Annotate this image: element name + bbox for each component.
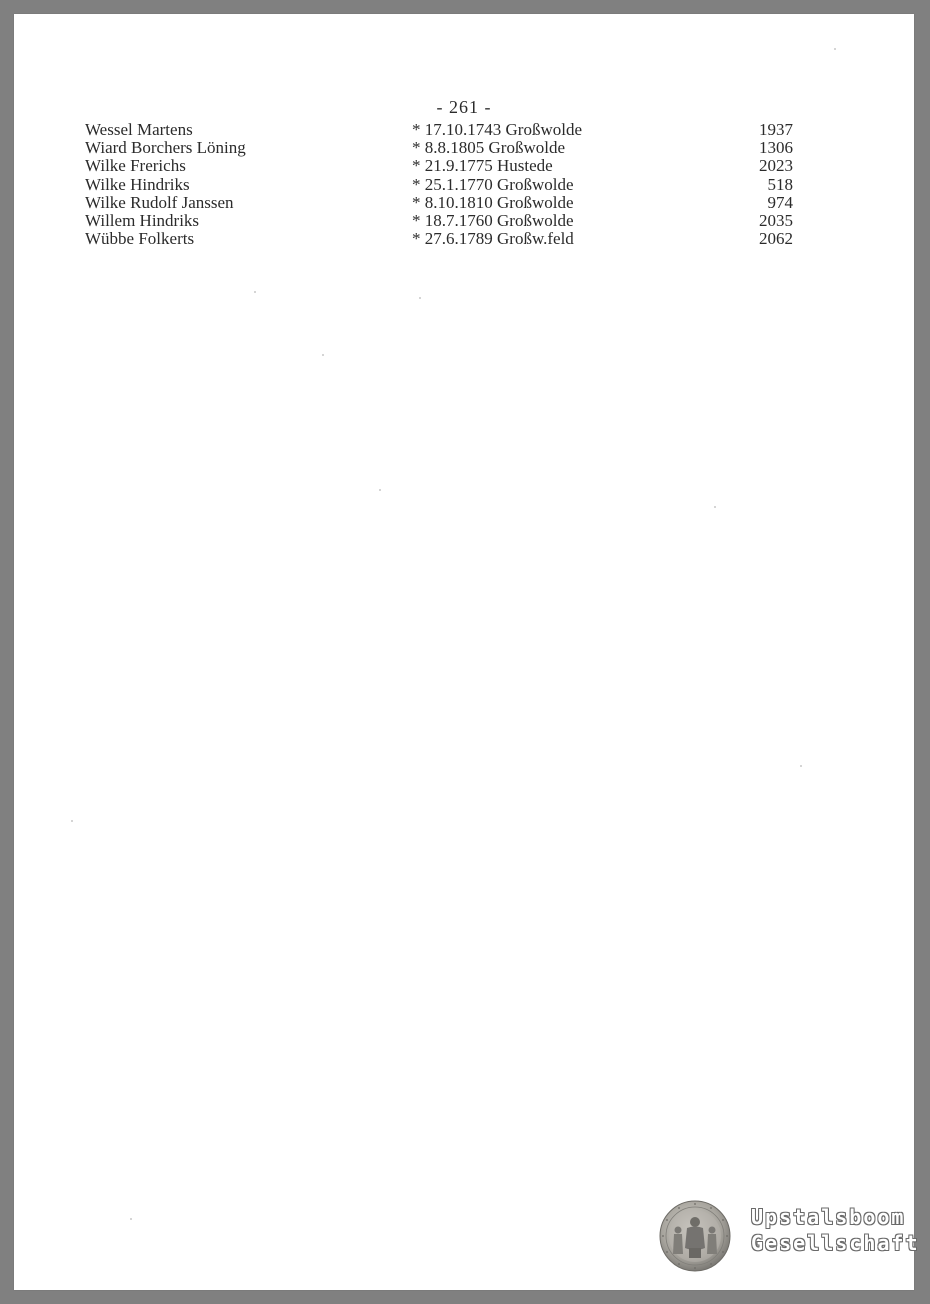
scan-speck <box>834 48 836 50</box>
upstalsboom-seal-icon <box>659 1200 731 1272</box>
entry-name: Wessel Martens <box>85 120 193 139</box>
scan-speck <box>800 765 802 767</box>
register-entry <box>85 139 793 157</box>
entry-birth: * 25.1.1770 Großwolde <box>412 174 574 194</box>
entry-birth: * 8.10.1810 Großwolde <box>412 192 574 212</box>
page-number: - 261 - <box>436 97 492 117</box>
scan-speck <box>379 489 381 491</box>
scan-speck <box>714 506 716 508</box>
entry-name: Willem Hindriks <box>85 210 200 230</box>
entry-birth: * 8.8.1805 Großwolde <box>412 138 565 158</box>
entry-name: Wübbe Folkerts <box>85 229 195 249</box>
register-entry <box>85 194 793 212</box>
entry-number: 518 <box>767 174 793 194</box>
upstalsboom-watermark <box>659 1200 920 1274</box>
entry-number: 2062 <box>759 229 793 249</box>
register-entry <box>85 230 793 248</box>
scan-speck <box>254 291 256 293</box>
entry-name: Wilke Frerichs <box>85 156 186 176</box>
register-list <box>85 121 793 248</box>
entry-birth: * 17.10.1743 Großwolde <box>412 120 582 139</box>
scan-speck <box>419 297 421 299</box>
scan-speck <box>322 354 324 356</box>
entry-birth: * 27.6.1789 Großw.feld <box>412 229 574 249</box>
entry-name: Wiard Borchers Löning <box>85 138 246 158</box>
watermark-text <box>751 1204 920 1256</box>
watermark-line-2: Gesellschaft <box>751 1231 920 1255</box>
document-page <box>14 14 920 1290</box>
scan-speck <box>71 820 73 822</box>
entry-number: 1937 <box>759 120 793 139</box>
entry-number: 1306 <box>759 138 793 158</box>
entry-number: 974 <box>767 192 793 212</box>
entry-name: Wilke Rudolf Janssen <box>85 192 234 212</box>
entry-name: Wilke Hindriks <box>85 174 190 194</box>
scan-speck <box>130 1218 132 1220</box>
entry-birth: * 21.9.1775 Hustede <box>412 156 553 176</box>
register-entry <box>85 212 793 230</box>
entry-number: 2023 <box>759 156 793 176</box>
register-entry <box>85 157 793 175</box>
entry-birth: * 18.7.1760 Großwolde <box>412 210 574 230</box>
watermark-line-1: Upstalsboom <box>751 1205 906 1229</box>
register-entry <box>85 176 793 194</box>
entry-number: 2035 <box>759 210 793 230</box>
register-entry <box>85 121 793 139</box>
